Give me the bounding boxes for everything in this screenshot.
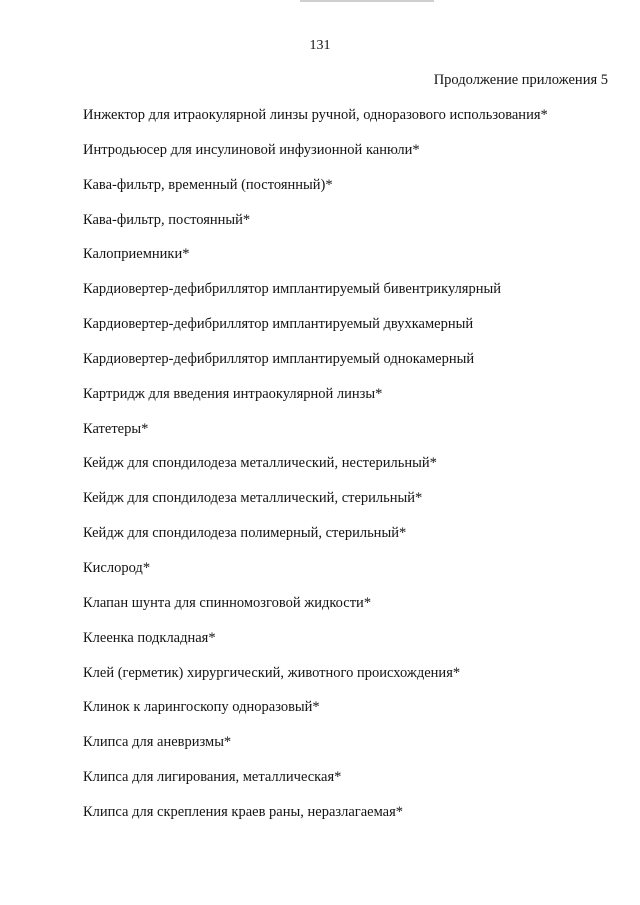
list-item: Клинок к ларингоскопу одноразовый*: [83, 699, 320, 716]
list-item: Клей (герметик) хирургический, животного происхождения*: [83, 664, 461, 681]
list-item: Кава-фильтр, временный (постоянный)*: [83, 176, 333, 193]
list-item: Калоприемники*: [83, 246, 190, 263]
item-list: [83, 105, 548, 837]
list-item: Клипса для аневризмы*: [83, 734, 232, 751]
list-item: Кардиовертер-дефибриллятор имплантируемый бивентрикулярный: [83, 281, 501, 298]
appendix-continuation-note: Продолжение приложения 5: [433, 72, 608, 88]
list-item: Катетеры*: [83, 420, 149, 437]
list-item: Интродьюсер для инсулиновой инфузионной канюли*: [83, 141, 420, 158]
scan-top-rule: [300, 0, 434, 2]
list-item: Кардиовертер-дефибриллятор имплантируемый однокамерный: [83, 350, 475, 367]
list-item: Картридж для введения интраокулярной линзы*: [83, 385, 383, 402]
list-item: Кислород*: [83, 559, 151, 576]
list-item: Клипса для лигирования, металлическая*: [83, 769, 342, 786]
page-number: 131: [309, 38, 331, 53]
list-item: Кейдж для спондилодеза полимерный, стерильный*: [83, 525, 407, 542]
list-item: Инжектор для итраокулярной линзы ручной, одноразового использования*: [83, 107, 548, 123]
list-item: Кава-фильтр, постоянный*: [83, 211, 251, 228]
list-item: Кардиовертер-дефибриллятор имплантируемый двухкамерный: [83, 316, 474, 333]
list-item: Клапан шунта для спинномозговой жидкости*: [83, 594, 372, 611]
list-item: Кейдж для спондилодеза металлический, стерильный*: [83, 490, 423, 507]
list-item: Клеенка подкладная*: [83, 629, 216, 646]
list-item: Клипса для скрепления краев раны, неразлагаемая*: [83, 803, 404, 820]
list-item: Кейдж для спондилодеза металлический, нестерильный*: [83, 455, 437, 472]
